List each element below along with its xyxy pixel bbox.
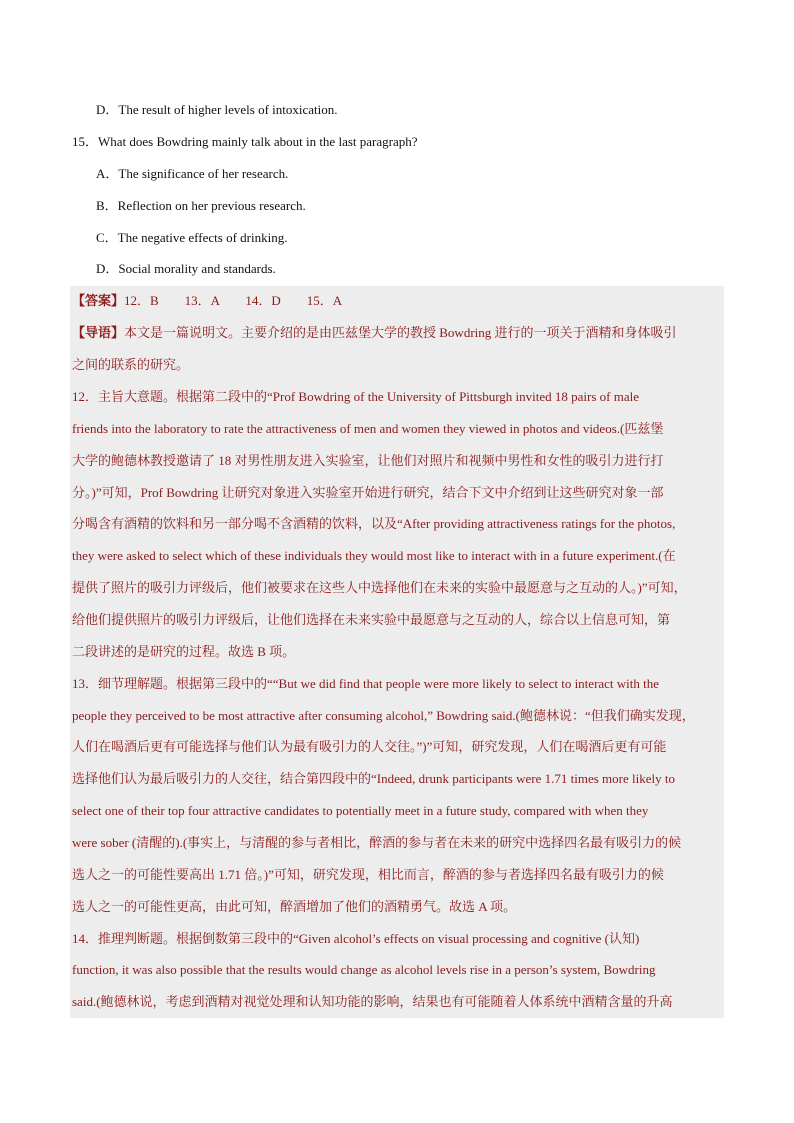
explanation-line: 提供了照片的吸引力评级后，他们被要求在这些人中选择他们在未来的实验中最愿意与之互动的人。)”可知， — [72, 580, 687, 595]
explanation-line: 分喝含有酒精的饮料和另一部分喝不含酒精的饮料，以及“After providing attractiveness ratings for the photos, — [72, 516, 676, 531]
q15-option-b: B．Reflection on her previous research. — [96, 198, 306, 213]
explanation-line: 12．主旨大意题。根据第二段中的“Prof Bowdring of the University of Pittsburgh invited 18 pairs of male — [72, 389, 640, 404]
guide-tag: 【导语】 — [72, 325, 125, 340]
explanation-line: 二段讲述的是研究的过程。故选 B 项。 — [72, 644, 296, 659]
guide-line-2: 之间的联系的研究。 — [72, 357, 190, 372]
answer-text: 12．B 13．A 14．D 15．A — [124, 293, 343, 308]
answer-line — [72, 291, 342, 311]
q15-stem: 15．What does Bowdring mainly talk about in the last paragraph? — [72, 134, 418, 149]
explanation-line: 选人之一的可能性要高出 1.71 倍。)”可知，研究发现，相比而言，醉酒的参与者选择四名最有吸引力的候 — [72, 867, 664, 882]
explanation-line: 13．细节理解题。根据第三段中的““But we did find that people were more likely to select to interact with the — [72, 676, 660, 691]
explanation-line: 选择他们认为最后吸引力的人交往，结合第四段中的“Indeed, drunk participants were 1.71 times more likely to — [72, 771, 675, 786]
explanation-line: 给他们提供照片的吸引力评级后，让他们选择在未来实验中最愿意与之互动的人，综合以上信息可知，第 — [72, 612, 671, 627]
explanation-line: select one of their top four attractive candidates to potentially meet in a future study, compared with when they — [72, 803, 649, 818]
explanation-line: friends into the laboratory to rate the attractiveness of men and women they viewed in photos and videos.(匹兹堡 — [72, 421, 664, 436]
q15-option-c: C．The negative effects of drinking. — [96, 230, 288, 245]
explanation-line: function, it was also possible that the results would change as alcohol levels rise in a person’s system, Bowdring — [72, 962, 656, 977]
explanation-line: 大学的鲍德林教授邀请了 18 对男性朋友进入实验室，让他们对照片和视频中男性和女性的吸引力进行打 — [72, 453, 664, 468]
explanation-line: said.(鲍德林说，考虑到酒精对视觉处理和认知功能的影响，结果也有可能随着人体系统中酒精含量的升高 — [72, 994, 673, 1009]
q15-option-a: A．The significance of her research. — [96, 166, 289, 181]
explanation-line: 选人之一的可能性更高，由此可知，醉酒增加了他们的酒精勇气。故选 A 项。 — [72, 899, 517, 914]
guide-text: 本文是一篇说明文。主要介绍的是由匹兹堡大学的教授 Bowdring 进行的一项关于酒精和身体吸引 — [124, 325, 677, 340]
q15-option-d: D．Social morality and standards. — [96, 261, 276, 276]
q14-option-d: D．The result of higher levels of intoxication. — [96, 102, 338, 117]
explanation-line: 14．推理判断题。根据倒数第三段中的“Given alcohol’s effects on visual processing and cognitive (认知) — [72, 931, 640, 946]
explanation-line: 人们在喝酒后更有可能选择与他们认为最有吸引力的人交往。”)”可知，研究发现，人们在喝酒后更有可能 — [72, 739, 667, 754]
explanation-line: people they perceived to be most attractive after consuming alcohol,” Bowdring said.(鲍德林说：“但我们确实发现， — [72, 708, 695, 723]
answer-tag: 【答案】 — [72, 293, 125, 308]
guide-line-1 — [72, 323, 677, 343]
explanation-line: they were asked to select which of these individuals they would most like to interact with in a future experiment.(在 — [72, 548, 676, 563]
explanation-line: were sober (清醒的).(事实上，与清醒的参与者相比，醉酒的参与者在未来的研究中选择四名最有吸引力的候 — [72, 835, 682, 850]
explanation-line: 分。)”可知，Prof Bowdring 让研究对象进入实验室开始进行研究，结合下文中介绍到让这些研究对象一部 — [72, 485, 664, 500]
